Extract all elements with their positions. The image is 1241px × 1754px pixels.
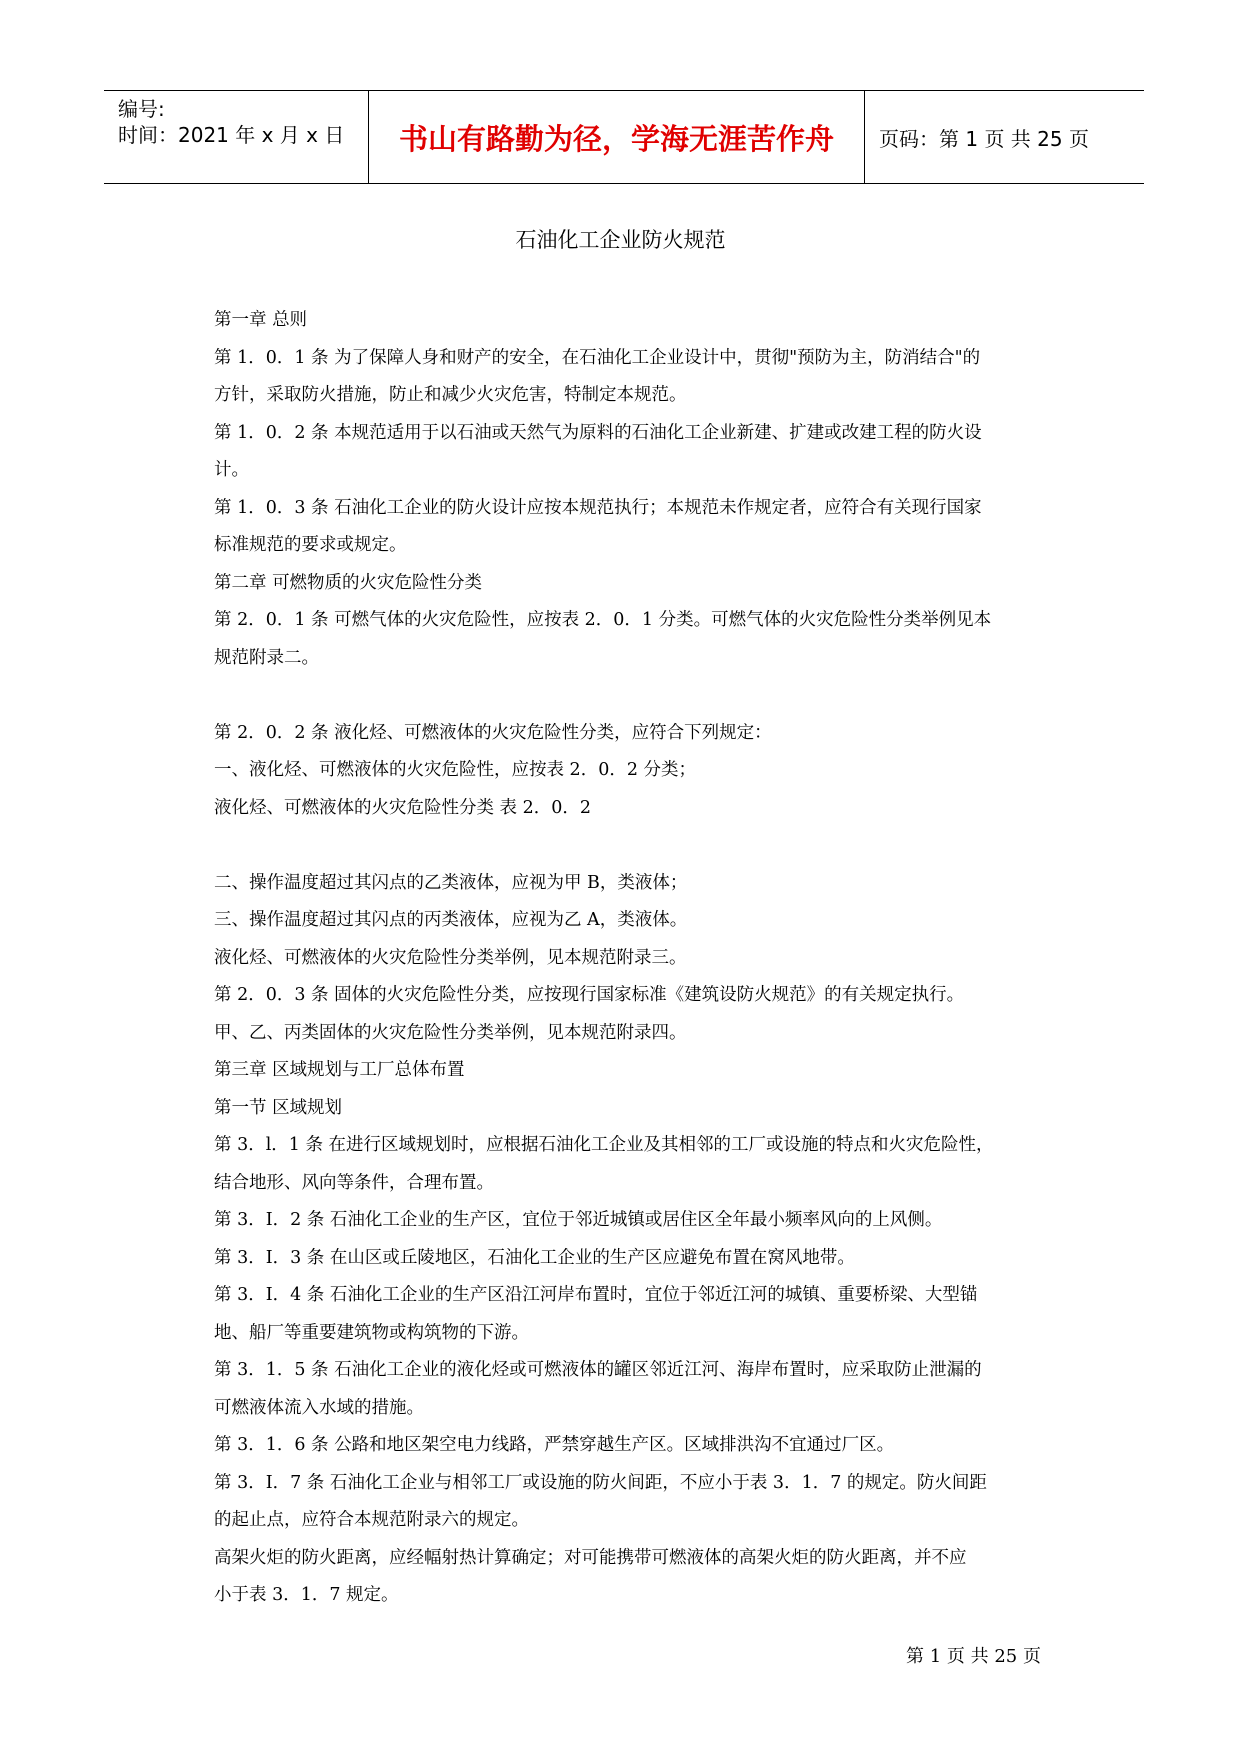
text-line: 小于表 3．1．7 规定。	[214, 1585, 399, 1605]
text-line: 高架火炬的防火距离，应经幅射热计算确定；对可能携带可燃液体的高架火炬的防火距离，并不应	[214, 1547, 967, 1568]
text-line: 三、操作温度超过其闪点的丙类液体，应视为乙 A，类液体。	[214, 910, 688, 930]
text-line: 第 3．I．3 条 在山区或丘陵地区，石油化工企业的生产区应避免布置在窝风地带。	[214, 1247, 855, 1268]
text-line: 液化烃、可燃液体的火灾危险性分类 表 2．0．2	[214, 797, 592, 818]
header-page-info: 页码：第 1 页 共 25 页	[879, 126, 1089, 151]
blank-line	[214, 827, 1034, 865]
text-line: 的起止点，应符合本规范附录六的规定。	[214, 1510, 529, 1530]
text-line: 第 1．0．3 条 石油化工企业的防火设计应按本规范执行；本规范未作规定者，应符合有关现行国家	[214, 497, 982, 518]
document-title: 石油化工企业防火规范	[515, 228, 726, 252]
doc-time-label: 时间：2021 年 x 月 x 日	[118, 123, 345, 147]
text-line: 地、船厂等重要建筑物或构筑物的下游。	[214, 1322, 529, 1343]
text-line: 第 3．I．2 条 石油化工企业的生产区，宜位于邻近城镇或居住区全年最小频率风向的上风侧。	[214, 1210, 943, 1230]
text-line: 可燃液体流入水域的措施。	[214, 1397, 424, 1418]
blank-line	[214, 677, 1034, 715]
text-line: 第 3．l．1 条 在进行区域规划时，应根据石油化工企业及其相邻的工厂或设施的特点和火灾危险性，	[214, 1135, 994, 1155]
text-line: 方针，采取防火措施，防止和减少火灾危害，特制定本规范。	[214, 385, 687, 405]
header-meta	[104, 91, 369, 183]
header-page-cell	[865, 91, 1144, 183]
header-motto-cell	[369, 91, 865, 183]
text-line: 标准规范的要求或规定。	[214, 535, 407, 555]
motto-text: 书山有路勤为径，学海无涯苦作舟	[398, 121, 834, 156]
doc-number-label: 编号:	[118, 97, 165, 121]
text-line: 第 1．0．2 条 本规范适用于以石油或天然气为原料的石油化工企业新建、扩建或改建工程的防火设	[214, 422, 982, 443]
text-line: 规范附录二。	[214, 647, 319, 668]
text-line: 第 3．1．6 条 公路和地区架空电力线路，严禁穿越生产区。区域排洪沟不宜通过厂区。	[214, 1435, 895, 1455]
text-line: 第二章 可燃物质的火灾危险性分类	[214, 572, 483, 593]
text-line: 液化烃、可燃液体的火灾危险性分类举例，见本规范附录三。	[214, 947, 687, 968]
text-line: 第一章 总则	[214, 310, 308, 330]
text-line: 第三章 区域规划与工厂总体布置	[214, 1060, 465, 1080]
document-body	[214, 302, 1034, 1615]
text-line: 第 2．0．1 条 可燃气体的火灾危险性，应按表 2．0．1 分类。可燃气体的火灾危险性分类举例见本	[214, 610, 992, 630]
text-line: 计。	[214, 460, 249, 480]
text-line: 一、液化烃、可燃液体的火灾危险性，应按表 2．0．2 分类；	[214, 760, 697, 780]
text-line: 第 1．0．1 条 为了保障人身和财产的安全，在石油化工企业设计中，贯彻"预防为主，防消结合"的	[214, 347, 981, 368]
text-line: 第一节 区域规划	[214, 1097, 343, 1118]
text-line: 二、操作温度超过其闪点的乙类液体，应视为甲 B，类液体；	[214, 872, 688, 893]
text-line: 第 2．0．3 条 固体的火灾危险性分类，应按现行国家标准《建筑设防火规范》的有关规定执行。	[214, 985, 965, 1005]
page-footer: 第 1 页 共 25 页	[906, 1646, 1041, 1667]
text-line: 甲、乙、丙类固体的火灾危险性分类举例，见本规范附录四。	[214, 1022, 687, 1043]
text-line: 第 2．0．2 条 液化烃、可燃液体的火灾危险性分类，应符合下列规定：	[214, 722, 772, 743]
page-header	[104, 90, 1144, 184]
text-line: 第 3．I．4 条 石油化工企业的生产区沿江河岸布置时，宜位于邻近江河的城镇、重要桥梁、大型锚	[214, 1285, 978, 1305]
text-line: 第 3．1．5 条 石油化工企业的液化烃或可燃液体的罐区邻近江河、海岸布置时，应采取防止泄漏的	[214, 1360, 982, 1380]
text-line: 结合地形、风向等条件，合理布置。	[214, 1172, 494, 1193]
text-line: 第 3．I．7 条 石油化工企业与相邻工厂或设施的防火间距，不应小于表 3．1．7 的规定。防火间距	[214, 1472, 987, 1493]
